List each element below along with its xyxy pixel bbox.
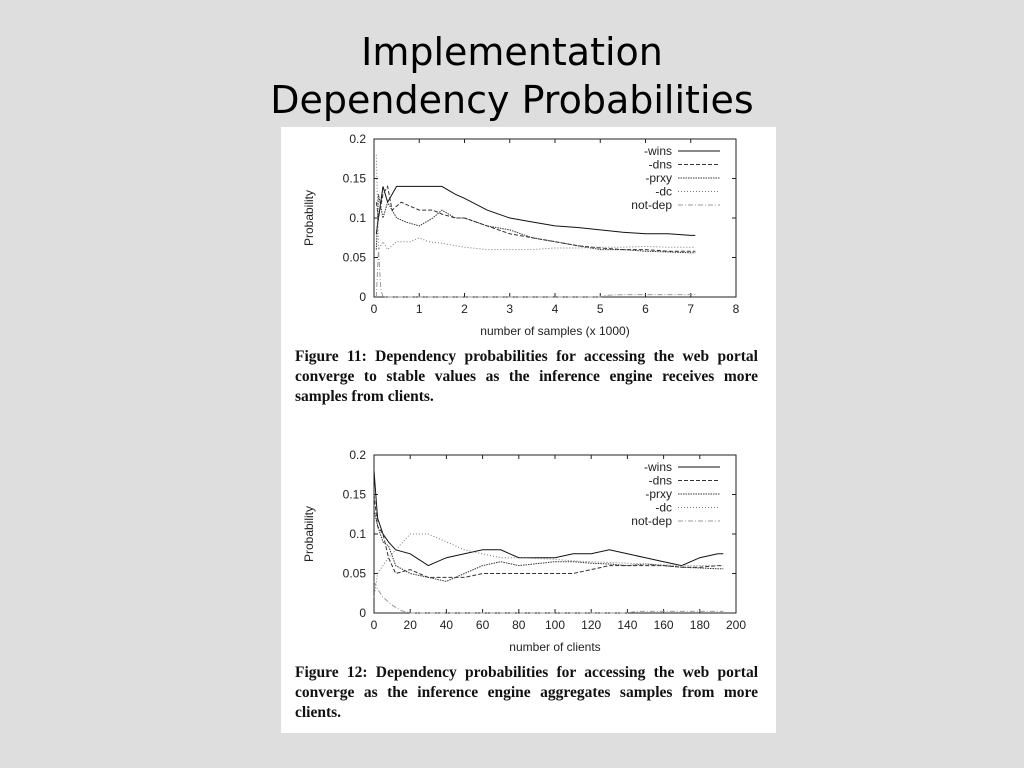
fig12-xtick-label: 160 — [653, 618, 674, 632]
fig11-legend-label-0: -wins — [643, 144, 672, 158]
figure-11-caption: Figure 11: Dependency probabilities for accessing the web portal converge to stable values as the inference engine receives more samples from clients. — [295, 348, 758, 405]
fig11-xtick-label: 1 — [415, 302, 423, 316]
fig12-legend-label-3: -dc — [655, 500, 672, 515]
fig11-y-axis-label: Probability — [302, 189, 316, 247]
fig12-series-line-3 — [374, 534, 723, 597]
fig11-ytick-label: 0.2 — [349, 132, 366, 146]
fig12-ytick-label: 0 — [359, 606, 366, 620]
fig11-xtick-label: 0 — [370, 302, 378, 316]
fig11-x-axis-label: number of samples (x 1000) — [480, 324, 630, 338]
fig11-legend-label-2: -prxy — [645, 171, 672, 185]
fig12-ytick-label: 0.05 — [342, 566, 366, 581]
fig12-xtick-label: 20 — [403, 618, 417, 632]
fig11-series-line-4 — [376, 250, 695, 297]
fig11-series-line-1 — [376, 186, 695, 251]
fig12-x-axis-label: number of clients — [509, 640, 601, 654]
figure-12-caption: Figure 12: Dependency probabilities for accessing the web portal converge as the inference engine aggregates samples from more clients. — [295, 664, 758, 721]
figure-panel — [281, 127, 776, 733]
slide-title-line2: Dependency Probabilities — [270, 78, 754, 122]
fig12-xtick-label: 140 — [617, 618, 638, 632]
fig12-legend-label-4: not-dep — [631, 514, 672, 528]
fig11-xtick-label: 7 — [687, 302, 695, 316]
fig11-xtick-label: 2 — [461, 302, 468, 316]
fig12-xtick-label: 120 — [581, 618, 602, 632]
fig12-xtick-label: 200 — [725, 618, 747, 632]
fig11-xtick-label: 6 — [642, 302, 649, 316]
fig11-ytick-label: 0 — [359, 290, 366, 304]
figure-11-chart — [281, 127, 776, 343]
fig11-plot-frame — [374, 139, 736, 297]
fig12-xtick-label: 180 — [689, 618, 710, 632]
fig11-legend-label-1: -dns — [648, 157, 672, 172]
fig12-xtick-label: 100 — [544, 618, 566, 632]
fig12-legend-label-2: -prxy — [645, 487, 672, 501]
fig12-xtick-label: 80 — [512, 618, 526, 632]
fig11-legend-label-3: -dc — [655, 184, 672, 199]
fig11-ytick-label: 0.05 — [342, 250, 366, 265]
fig12-xtick-label: 60 — [475, 618, 490, 632]
fig11-legend-label-4: not-dep — [631, 198, 672, 212]
fig12-legend-label-0: -wins — [643, 460, 672, 474]
fig11-ytick-label: 0.1 — [349, 211, 366, 225]
fig11-xtick-label: 8 — [732, 302, 740, 316]
fig12-xtick-label: 40 — [439, 618, 454, 632]
fig11-xtick-label: 4 — [551, 302, 559, 316]
fig12-legend-label-1: -dns — [648, 473, 672, 488]
fig11-xtick-label: 5 — [596, 302, 604, 316]
fig12-ytick-label: 0.15 — [342, 487, 366, 502]
figure-12-chart — [281, 443, 776, 659]
fig11-xtick-label: 3 — [506, 302, 514, 316]
fig11-ytick-label: 0.15 — [342, 171, 366, 186]
fig12-xtick-label: 0 — [370, 618, 378, 632]
slide-title-line1: Implementation — [361, 30, 663, 74]
fig12-series-line-4 — [374, 581, 723, 613]
fig12-y-axis-label: Probability — [302, 505, 316, 563]
fig12-ytick-label: 0.1 — [349, 527, 366, 541]
fig12-ytick-label: 0.2 — [349, 448, 366, 462]
